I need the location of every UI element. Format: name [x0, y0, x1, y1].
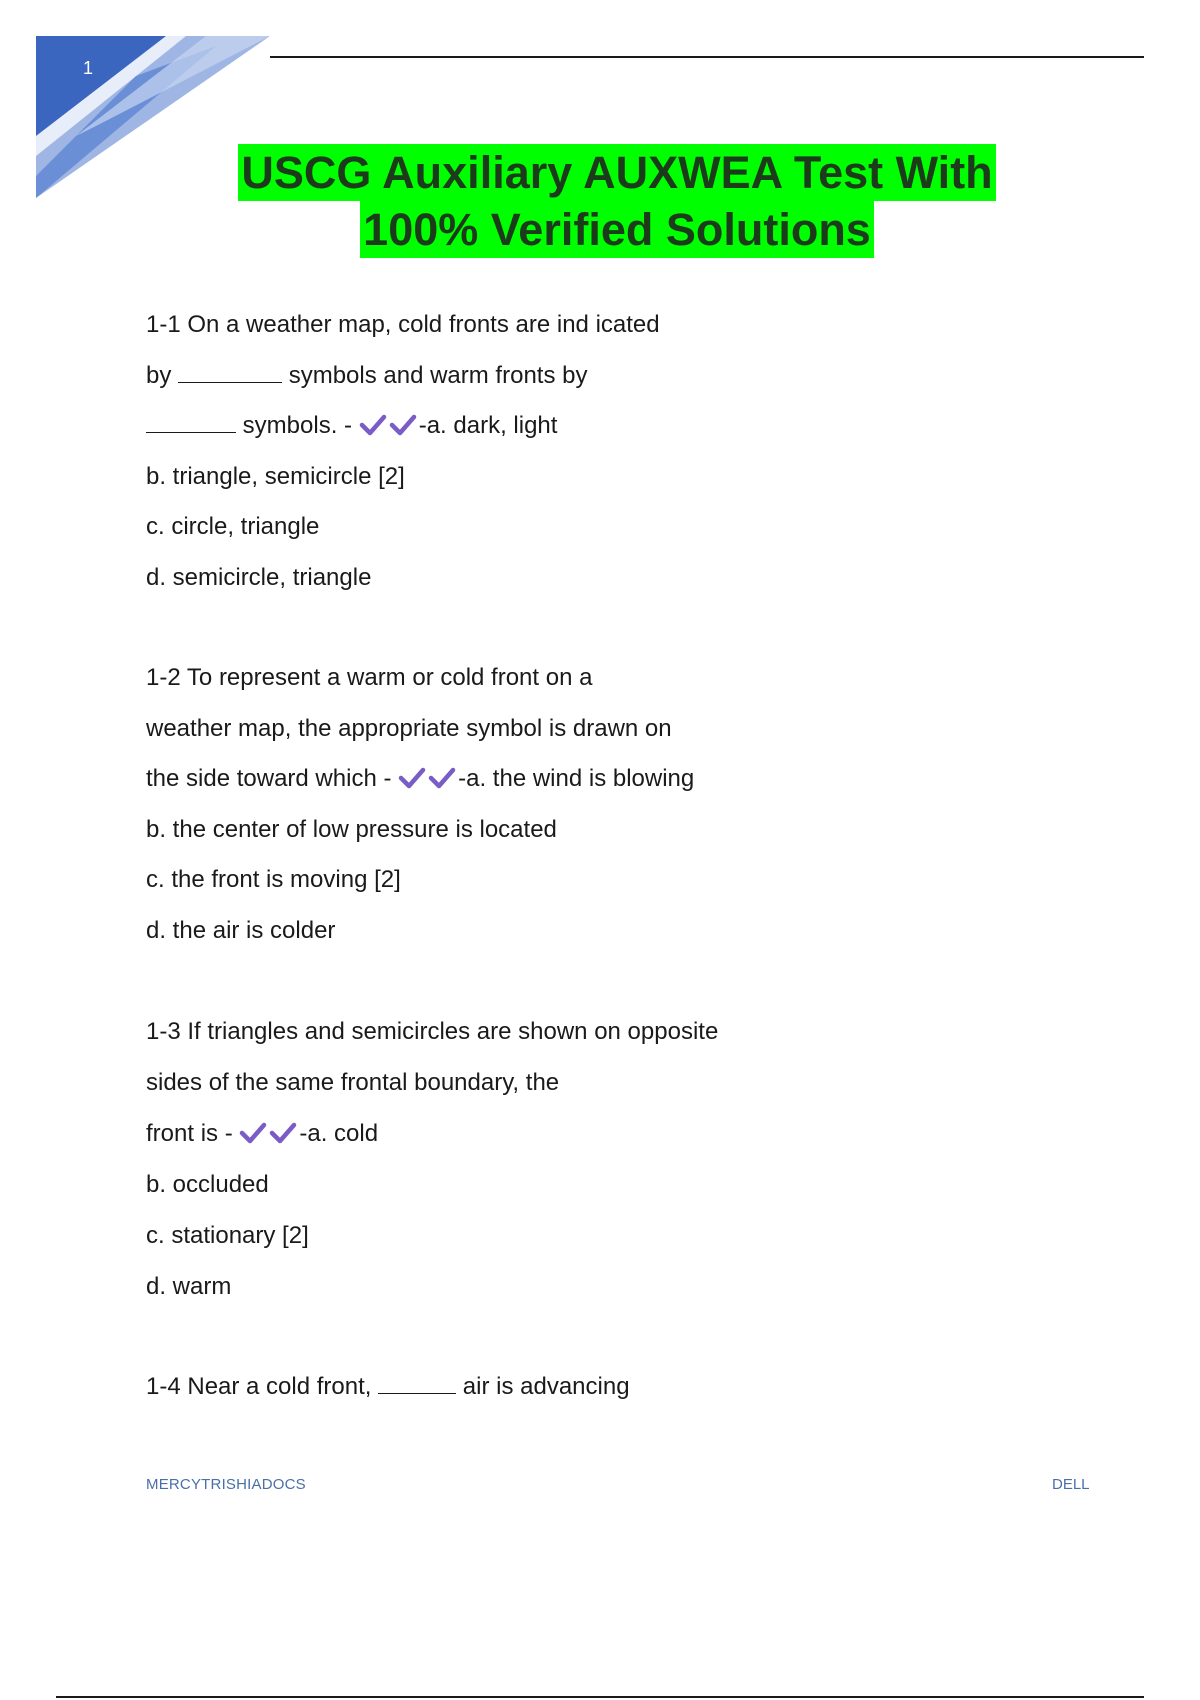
question-1-4: [146, 1362, 1046, 1413]
document-title: [140, 144, 1094, 258]
checkmark-icon: [398, 757, 428, 779]
q4-text: 1-4 Near a cold front,: [146, 1373, 372, 1400]
q2-line-1: 1-2 To represent a warm or cold front on a: [146, 664, 593, 691]
checkmark-icon: [389, 404, 419, 426]
q1-text: symbols. -: [242, 412, 353, 439]
title-line-1: USCG Auxiliary AUXWEA Test With: [238, 144, 995, 201]
answer-blank: [378, 1371, 456, 1394]
checkmark-icon: [269, 1111, 299, 1133]
question-1-3: [146, 1006, 1046, 1312]
q3-option-c: c. stationary [2]: [146, 1222, 309, 1249]
q1-option-b: b. triangle, semicircle [2]: [146, 462, 405, 490]
question-1-2: [146, 653, 1046, 956]
q4-line-1: [146, 1362, 1046, 1413]
q1-option-c: c. circle, triangle: [146, 513, 320, 540]
q4-text: air is advancing: [462, 1373, 630, 1400]
q1-answer-a: -a. dark, light: [418, 412, 558, 439]
question-list: [146, 300, 1046, 1413]
q1-line-1: 1-1 On a weather map, cold fronts are ind icated: [146, 311, 660, 338]
bottom-rule: [56, 1696, 1144, 1698]
q3-option-b: b. occluded: [146, 1171, 269, 1198]
q2-text: the side toward which -: [146, 765, 392, 792]
checkmark-icon: [239, 1111, 269, 1133]
q1-text: symbols and warm fronts by: [288, 361, 588, 389]
title-line-2: 100% Verified Solutions: [360, 201, 874, 258]
footer-device: DELL: [1052, 1476, 1090, 1493]
q1-option-d: d. semicircle, triangle: [146, 563, 372, 591]
q3-line-2: sides of the same frontal boundary, the: [146, 1069, 560, 1096]
checkmark-icon: [428, 757, 458, 779]
footer-author: MERCYTRISHIADOCS: [146, 1476, 306, 1493]
q2-option-b: b. the center of low pressure is located: [146, 815, 557, 843]
q2-line-3: [146, 754, 1046, 805]
q2-answer-a: -a. the wind is blowing: [458, 765, 695, 792]
q1-text: by: [146, 361, 172, 389]
q1-line-2: [146, 351, 1046, 402]
q3-line-3: [146, 1108, 1046, 1159]
question-1-1: [146, 300, 1046, 603]
answer-blank: [146, 410, 236, 433]
q3-answer-a: -a. cold: [299, 1120, 379, 1147]
q2-option-c: c. the front is moving [2]: [146, 866, 401, 893]
q1-line-3: [146, 401, 1046, 452]
answer-blank: [178, 360, 282, 383]
top-rule: [270, 56, 1144, 58]
checkmark-icon: [359, 404, 389, 426]
q3-option-d: d. warm: [146, 1273, 232, 1300]
q3-text: front is -: [146, 1120, 233, 1147]
q3-line-1: 1-3 If triangles and semicircles are shown on opposite: [146, 1018, 719, 1045]
q2-option-d: d. the air is colder: [146, 916, 336, 944]
page-number: 1: [82, 58, 93, 78]
q2-line-2: weather map, the appropriate symbol is drawn on: [146, 714, 672, 742]
